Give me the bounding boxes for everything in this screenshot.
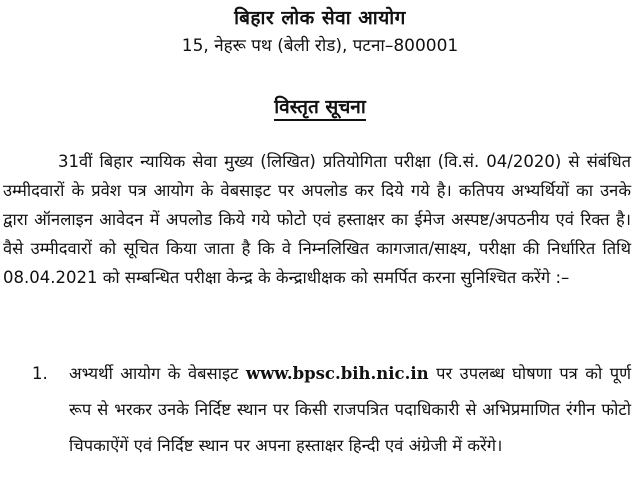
website-link[interactable]: www.bpsc.bih.nic.in (245, 364, 429, 383)
notice-paragraph: 31वीं बिहार न्यायिक सेवा मुख्य (लिखित) प्रतियोगिता परीक्षा (वि.सं. 04/2020) से संबंधित उम्मीदवारों के प्रवेश पत्र आयोग के वेबसाइट पर अपलोड कर दिये गये है। कतिपय अभ्यर्थियों का उनके द्वारा ऑनलाइन आवेदन में अपलोड किये गये फोटो एवं हस्ताक्षर का ईमेज अस्पष्ट/अपठनीय एवं रिक्त है। वैसे उम्मीदवारों को सूचित किया जाता है कि वे निम्नलिखित कागजात/साक्ष्य, परीक्षा की निर्धारित तिथि 08.04.2021 को सम्बन्धित परीक्षा केन्द्र के केन्द्राधीक्षक को समर्पित करना सुनिश्चित करेंगे :– (3, 152, 631, 287)
org-address: 15, नेहरू पथ (बेली रोड), पटना–800001 (181, 36, 459, 56)
org-name: बिहार लोक सेवा आयोग (234, 7, 406, 29)
list-item-text (69, 356, 631, 464)
notice-title (0, 93, 640, 119)
list-item-text-before: अभ्यर्थी आयोग के वेबसाइट (69, 364, 246, 383)
list-item-text-after: पर उपलब्ध घोषणा पत्र को पूर्ण रूप से भरकर उनके निर्दिष्ट स्थान पर किसी राजपत्रित पदाधिकारी से अभिप्रमाणित रंगीन फोटो चिपकाऐंगें एवं निर्दिष्ट स्थान पर अपना हस्ताक्षर हिन्दी एवं अंग्रेजी में करेंगे। (69, 364, 631, 455)
list-item-number: 1. (32, 364, 48, 383)
notice-title-text: विस्तृत सूचना (274, 96, 366, 121)
